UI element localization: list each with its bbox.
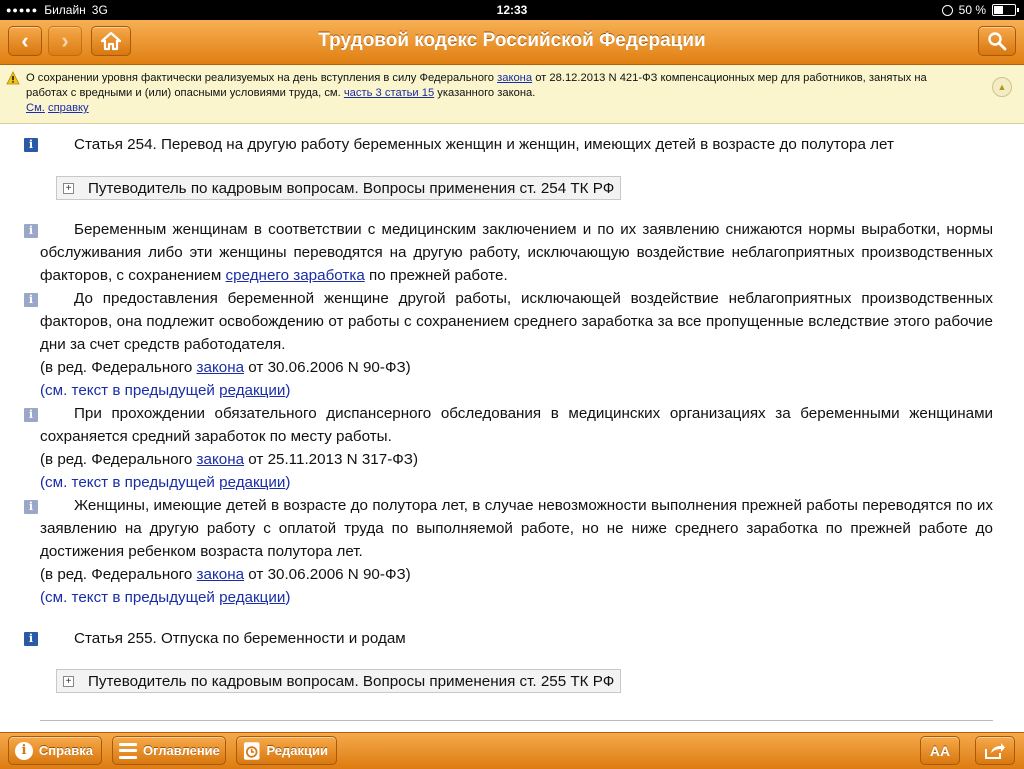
info-icon[interactable]: i bbox=[24, 408, 38, 422]
help-label: Справка bbox=[38, 743, 93, 758]
guide-254-button[interactable] bbox=[56, 176, 621, 200]
expand-plus-icon: + bbox=[63, 183, 74, 194]
guide-255-label: Путеводитель по кадровым вопросам. Вопросы применения ст. 255 ТК РФ bbox=[88, 672, 615, 690]
paragraph-text: Беременным женщинам в соответствии с медицинским заключением и по их заявлению снижаются нормы выработки, нормы обслуживания либо эти женщины переводятся на другую работу, исключающую воздействие неблагоприятных производственных факторов, с сохранением bbox=[40, 221, 993, 284]
info-icon[interactable]: i bbox=[24, 224, 38, 238]
info-icon[interactable]: i bbox=[24, 500, 38, 514]
notice-text bbox=[26, 71, 956, 116]
divider bbox=[40, 720, 993, 721]
edition-note-2 bbox=[40, 448, 418, 471]
toc-label: Оглавление bbox=[143, 743, 220, 758]
law-link[interactable]: закона bbox=[196, 451, 245, 468]
clock: 12:33 bbox=[496, 3, 528, 17]
edition-text: от 30.06.2006 N 90-ФЗ) bbox=[244, 359, 411, 376]
table-of-contents-button[interactable] bbox=[112, 736, 226, 765]
notice-reference-link[interactable]: справку bbox=[48, 102, 89, 114]
share-button[interactable] bbox=[975, 736, 1015, 765]
expand-plus-icon: + bbox=[63, 676, 74, 687]
battery-icon bbox=[992, 4, 1016, 16]
info-icon[interactable]: i bbox=[24, 293, 38, 307]
forward-arrow-icon: › bbox=[61, 28, 69, 53]
edition-note-3 bbox=[40, 563, 411, 586]
notice-text-part: О сохранении уровня фактически реализуемых на день вступления в силу Федерального bbox=[26, 72, 498, 84]
previous-edition-text: ) bbox=[285, 589, 291, 606]
previous-edition-text: (см. текст в предыдущей bbox=[40, 474, 220, 491]
orientation-lock-icon bbox=[942, 5, 953, 16]
share-icon bbox=[984, 742, 1006, 760]
previous-edition-note-3 bbox=[40, 586, 290, 609]
previous-edition-link[interactable]: редакции bbox=[219, 382, 286, 399]
paragraph-text: по прежней работе. bbox=[364, 267, 508, 284]
edition-text: от 25.11.2013 N 317-ФЗ) bbox=[244, 451, 419, 468]
help-button[interactable] bbox=[8, 736, 102, 765]
notice-banner bbox=[0, 65, 1024, 124]
notice-text-part: указанного закона. bbox=[434, 87, 536, 99]
notice-see-link[interactable]: См. bbox=[26, 102, 45, 114]
status-right bbox=[942, 3, 1016, 17]
warning-icon bbox=[6, 71, 20, 85]
article-254-heading: Статья 254. Перевод на другую работу беременных женщин и женщин, имеющих детей в возрасте до полутора лет bbox=[74, 136, 894, 153]
previous-edition-note-1 bbox=[40, 379, 290, 402]
page-title: Трудовой кодекс Российской Федерации bbox=[318, 30, 706, 51]
edition-text: (в ред. Федерального bbox=[40, 359, 197, 376]
law-link[interactable]: закона bbox=[196, 566, 245, 583]
signal-strength-icon: ●●●●● bbox=[6, 5, 39, 15]
previous-edition-note-2 bbox=[40, 471, 290, 494]
bottom-toolbar bbox=[0, 732, 1024, 769]
list-icon bbox=[119, 743, 137, 759]
previous-edition-text: ) bbox=[285, 382, 291, 399]
notice-text-part: от 28.12.2013 N 421-ФЗ компенсационных мер для работников, занятых на работах с вредными и (или) опасными условиями труда, см. bbox=[26, 72, 927, 99]
editions-label: Редакции bbox=[266, 743, 328, 758]
document-content bbox=[0, 124, 1024, 732]
paragraph-1 bbox=[40, 218, 993, 287]
status-bar bbox=[0, 0, 1024, 20]
paragraph-4: Женщины, имеющие детей в возрасте до полутора лет, в случае невозможности выполнения прежней работы переводятся по их заявлению на другую работу с оплатой труда по выполняемой работе, но не ниже среднего заработка по прежней работе до достижения ребенком возраста полутора лет. bbox=[40, 497, 993, 560]
paragraph-2: До предоставления беременной женщине другой работы, исключающей воздействие неблагоприятных производственных факторов, она подлежит освобождению от работы с сохранением среднего заработка за все пропущенные вследствие этого рабочие дни за счет средств работодателя. bbox=[40, 290, 993, 353]
font-size-button[interactable] bbox=[920, 736, 960, 765]
edition-note-1 bbox=[40, 356, 411, 379]
law-link[interactable]: закона bbox=[196, 359, 245, 376]
previous-edition-text: (см. текст в предыдущей bbox=[40, 382, 220, 399]
search-icon bbox=[987, 31, 1007, 51]
forward-button[interactable] bbox=[48, 26, 82, 56]
guide-255-button[interactable] bbox=[56, 669, 621, 693]
back-arrow-icon: ‹ bbox=[21, 28, 29, 53]
previous-edition-text: ) bbox=[285, 474, 291, 491]
editions-button[interactable] bbox=[236, 736, 337, 765]
info-icon[interactable]: i bbox=[24, 138, 38, 152]
previous-edition-link[interactable]: редакции bbox=[219, 474, 286, 491]
font-size-icon: AA bbox=[929, 742, 951, 759]
collapse-notice-button[interactable] bbox=[992, 77, 1012, 97]
info-circle-icon: i bbox=[15, 742, 33, 760]
navigation-bar bbox=[0, 20, 1024, 65]
notice-law-link[interactable]: закона bbox=[497, 72, 533, 84]
notice-article-link[interactable]: часть 3 статьи 15 bbox=[343, 87, 435, 99]
back-button[interactable] bbox=[8, 26, 42, 56]
info-icon[interactable]: i bbox=[24, 632, 38, 646]
chevron-up-icon: ▲ bbox=[997, 82, 1007, 92]
edition-text: (в ред. Федерального bbox=[40, 451, 197, 468]
previous-edition-link[interactable]: редакции bbox=[219, 589, 286, 606]
guide-254-label: Путеводитель по кадровым вопросам. Вопросы применения ст. 254 ТК РФ bbox=[88, 179, 615, 197]
document-clock-icon bbox=[243, 741, 260, 761]
paragraph-3: При прохождении обязательного диспансерного обследования в медицинских организациях за беременными женщинами сохраняется средний заработок по месту работы. bbox=[40, 405, 993, 445]
network-type: 3G bbox=[91, 3, 108, 17]
edition-text: от 30.06.2006 N 90-ФЗ) bbox=[244, 566, 411, 583]
home-button[interactable] bbox=[91, 26, 131, 56]
battery-fill bbox=[994, 6, 1003, 14]
edition-text: (в ред. Федерального bbox=[40, 566, 197, 583]
average-earnings-link[interactable]: среднего заработка bbox=[225, 267, 365, 284]
previous-edition-text: (см. текст в предыдущей bbox=[40, 589, 220, 606]
carrier-name: Билайн bbox=[44, 3, 86, 17]
battery-percent: 50 % bbox=[958, 3, 986, 17]
article-255-heading: Статья 255. Отпуска по беременности и родам bbox=[74, 630, 406, 647]
search-button[interactable] bbox=[978, 26, 1016, 56]
home-icon bbox=[100, 31, 122, 51]
